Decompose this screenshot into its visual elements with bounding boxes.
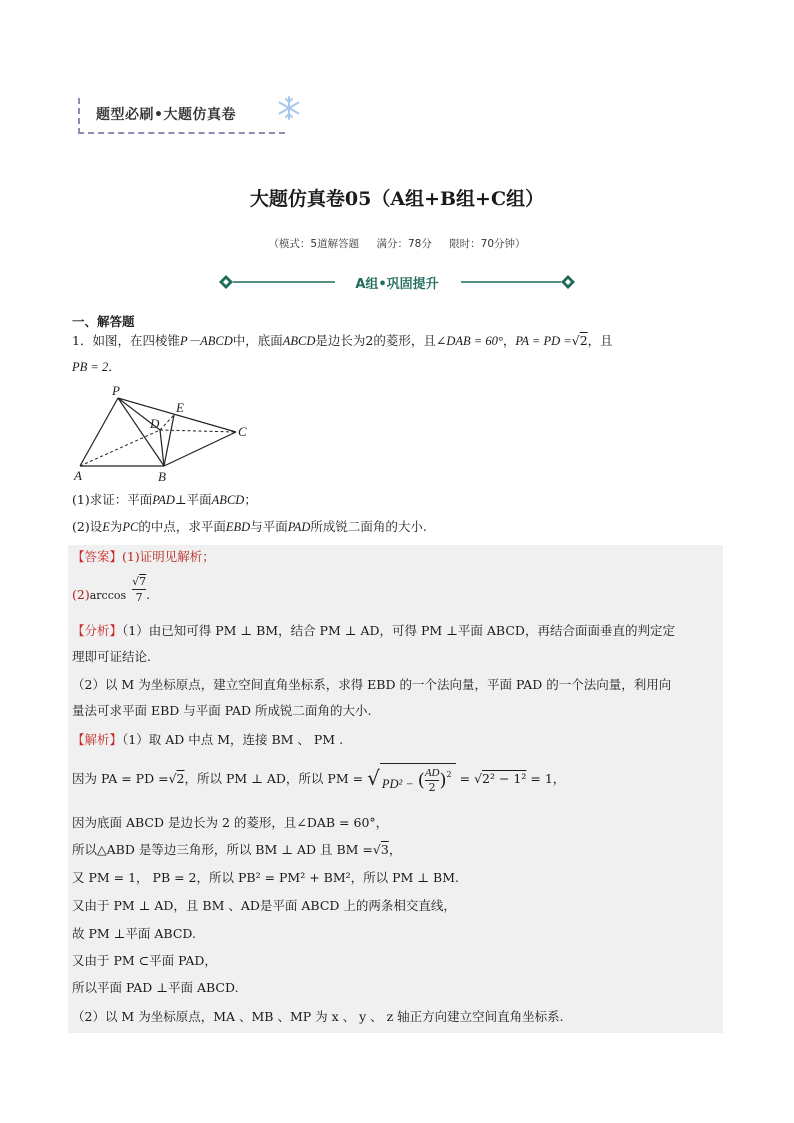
answer-line-1: 【答案】(1)证明见解析； [72,549,215,564]
exam-score: 满分：78分 [376,238,432,250]
question-2: (2)设E为PC的中点，求平面EBD与平面PAD所成锐二面角的大小. [72,519,427,534]
page-title: 大题仿真卷05（A组+B组+C组） [249,188,545,210]
vertex-label-a: A [74,468,82,483]
vertex-label-b: B [158,469,166,484]
exam-info [0,236,794,251]
snowflake-icon [276,95,302,121]
solution-line-10: （2）以 M 为坐标原点，MA 、MB 、MP 为 x 、 y 、 z 轴正方向建立空间直角坐标系. [72,1009,564,1024]
analysis-tag: 【分析】 [72,623,123,638]
group-banner-label: A组•巩固提升 [355,277,439,292]
problem-stem-line-2: PB = 2． [72,359,121,374]
answer-tag: 【答案】 [72,549,123,564]
solution-tag: 【解析】 [72,732,123,747]
solution-line-6: 又由于 PM ⊥ AD，且 BM 、AD是平面 ABCD 上的两条相交直线， [72,898,456,913]
solution-line-4: 所以△ABD 是等边三角形，所以 BM ⊥ AD 且 BM =√3， [72,842,402,857]
solution-line-1: 【解析】（1）取 AD 中点 M，连接 BM 、 PM . [72,732,344,747]
solution-line-2: 因为 PA = PD =√2，所以 PM ⊥ AD，所以 PM = √ PD² − ( $\frac{AD}{2}$ )$^2$ = √2² − 1² = 1， [72,760,565,800]
problem-stem-line-1: 1．如图，在四棱锥P－ABCD中，底面ABCD是边长为2的菱形，且∠DAB = 60°，PA = PD =√2，且 [72,333,613,348]
series-header: 题型必刷•大题仿真卷 [96,107,236,123]
solution-line-7: 故 PM ⊥平面 ABCD. [72,926,196,941]
solution-line-5: 又 PM = 1， PB = 2，所以 PB² = PM² + BM²，所以 PM ⊥ BM. [72,870,459,885]
pyramid-figure [72,382,262,486]
vertex-label-e: E [176,400,184,415]
vertex-label-d: D [150,416,160,431]
vertex-label-p: P [112,383,120,398]
question-1: (1)求证：平面PAD⊥平面ABCD； [72,492,257,507]
analysis-line-2: 理即可证结论. [72,649,151,664]
analysis-line-1: 【分析】（1）由已知可得 PM ⊥ BM，结合 PM ⊥ AD，可得 PM ⊥平面 ABCD，再结合面面垂直的判定定 [72,623,675,638]
solution-line-3: 因为底面 ABCD 是边长为 2 的菱形，且∠DAB = 60°， [72,815,389,830]
vertex-label-c: C [238,424,247,439]
analysis-line-4: 量法可求平面 EBD 与平面 PAD 所成锐二面角的大小. [72,703,372,718]
solution-line-8: 又由于 PM ⊂平面 PAD， [72,953,217,968]
solution-line-9: 所以平面 PAD ⊥平面 ABCD. [72,980,239,995]
exam-mode: （模式：5道解答题 [268,238,360,250]
answer-line-2: (2)arccos $\frac{√7}{7}$ . [72,575,151,604]
exam-time: 限时：70分钟） [449,238,526,250]
section-heading: 一、解答题 [72,314,135,329]
analysis-line-3: （2）以 M 为坐标原点，建立空间直角坐标系，求得 EBD 的一个法向量，平面 PAD 的一个法向量，利用向 [72,677,672,692]
